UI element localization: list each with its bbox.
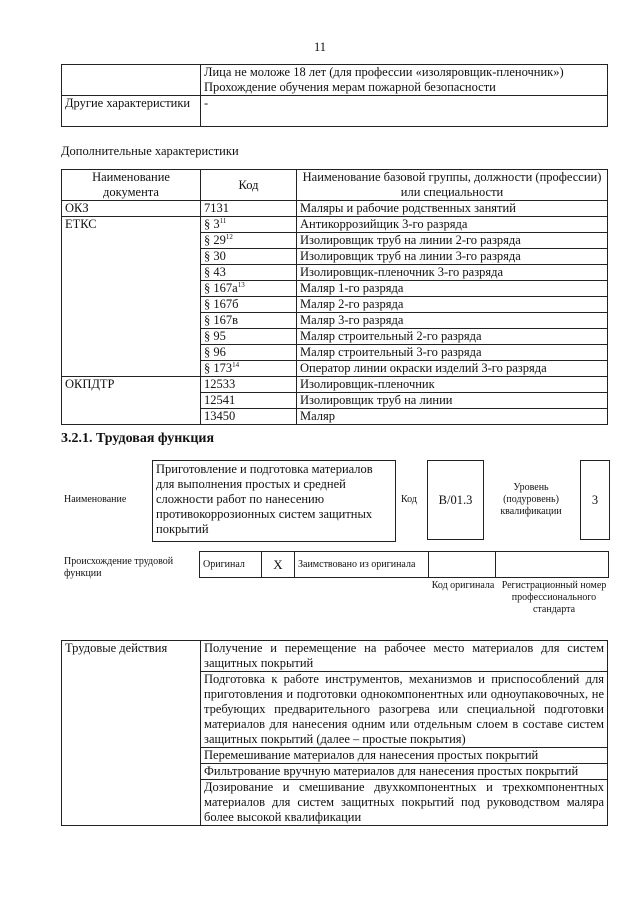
labor-action-row: [62, 641, 608, 672]
registration-number-cell: [496, 552, 609, 578]
code-text: § 173: [204, 361, 233, 375]
code-cell: [201, 281, 297, 297]
original-mark: X: [262, 552, 295, 578]
profession-name-cell: Оператор линии окраски изделий 3-го разряда: [297, 361, 608, 377]
profession-name-cell: Маляр строительный 3-го разряда: [297, 345, 608, 361]
other-characteristics-label: Другие характеристики: [62, 96, 201, 127]
footnote-ref: 11: [219, 217, 227, 225]
code-text: § 30: [204, 249, 226, 263]
original-code-cell: [429, 552, 496, 578]
code-text: 12541: [204, 393, 236, 407]
borrowed-label: Заимствовано из оригинала: [295, 552, 429, 578]
code-text: § 29: [204, 233, 226, 247]
header-code: Код: [201, 170, 297, 201]
requirements-values: [201, 65, 608, 96]
code-text: § 96: [204, 345, 226, 359]
code-value: B/01.3: [427, 460, 484, 540]
code-text: 13450: [204, 409, 236, 423]
code-cell: [201, 201, 297, 217]
code-cell: [201, 217, 297, 233]
characteristic-row: [62, 377, 608, 393]
code-cell: [201, 329, 297, 345]
code-cell: [201, 265, 297, 281]
additional-characteristics-table: [61, 169, 608, 425]
original-code-caption: Код оригинала: [431, 580, 495, 591]
labor-action-item: Дозирование и смешивание двухкомпонентных и трехкомпонентных материалов для систем защитных покрытий под руководством маляра более высокой квалификации: [201, 780, 608, 826]
code-cell: [201, 345, 297, 361]
level-value: 3: [580, 460, 610, 540]
document-cell: ОКПДТР: [62, 377, 201, 425]
origin-table: [199, 551, 609, 578]
profession-name-cell: Маляр строительный 2-го разряда: [297, 329, 608, 345]
profession-name-cell: Изолировщик-пленочник: [297, 377, 608, 393]
document-cell: ЕТКС: [62, 217, 201, 377]
additional-characteristics-title: Дополнительные характеристики: [61, 144, 239, 158]
document-cell: ОКЗ: [62, 201, 201, 217]
header-name: Наименование базовой группы, должности (профессии) или специальности: [297, 170, 608, 201]
footnote-ref: 14: [232, 361, 240, 369]
code-cell: [201, 313, 297, 329]
labor-actions-label: Трудовые действия: [62, 641, 201, 826]
original-label: Оригинал: [200, 552, 262, 578]
code-cell: [201, 297, 297, 313]
function-name-label: Наименование: [64, 494, 127, 505]
code-cell: [201, 233, 297, 249]
code-text: 7131: [204, 201, 229, 215]
origin-label: Происхождение трудовой функции: [64, 556, 174, 579]
section-title: 3.2.1. Трудовая функция: [61, 431, 215, 446]
labor-action-item: Получение и перемещение на рабочее место материалов для систем защитных покрытий: [201, 641, 608, 672]
code-text: § 3: [204, 217, 220, 231]
code-cell: [201, 249, 297, 265]
footnote-ref: 12: [225, 233, 233, 241]
characteristic-row: [62, 217, 608, 233]
code-text: 12533: [204, 377, 236, 391]
profession-name-cell: Маляр 2-го разряда: [297, 297, 608, 313]
profession-name-cell: Изолировщик-пленочник 3-го разряда: [297, 265, 608, 281]
code-cell: [201, 409, 297, 425]
labor-actions-table: [61, 640, 608, 826]
characteristic-row: [62, 201, 608, 217]
age-requirement: Лица не моложе 18 лет (для профессии «изоляровщик-пленочник»): [204, 65, 564, 79]
labor-action-item: Перемешивание материалов для нанесения простых покрытий: [201, 748, 608, 764]
function-name-value: Приготовление и подготовка материалов для выполнения простых и средней сложности работ по нанесению противокоррозионных систем защитных покрытий: [152, 460, 396, 542]
fire-safety-requirement: Прохождение обучения мерам пожарной безопасности: [204, 80, 496, 94]
profession-name-cell: Изолировщик труб на линии 2-го разряда: [297, 233, 608, 249]
code-cell: [201, 361, 297, 377]
code-cell: [201, 377, 297, 393]
profession-name-cell: Изолировщик труб на линии 3-го разряда: [297, 249, 608, 265]
code-text: § 95: [204, 329, 226, 343]
labor-action-item: Подготовка к работе инструментов, механизмов и приспособлений для приготовления и подготовки однокомпонентных или одноупаковочных, не требующих предварительного разогрева или специальной подготовки материалов для нанесения одним или отдельным слоем в составе систем защитных покрытий (далее – простые покрытия): [201, 672, 608, 748]
profession-name-cell: Антикоррозийщик 3-го разряда: [297, 217, 608, 233]
profession-name-cell: Маляр 1-го разряда: [297, 281, 608, 297]
code-cell: [201, 393, 297, 409]
profession-name-cell: Маляр: [297, 409, 608, 425]
code-text: § 167б: [204, 297, 239, 311]
profession-name-cell: Изолировщик труб на линии: [297, 393, 608, 409]
page-number: 11: [313, 40, 327, 54]
profession-name-cell: Маляры и рабочие родственных занятий: [297, 201, 608, 217]
requirements-table: [61, 64, 608, 127]
footnote-ref: 13: [237, 281, 245, 289]
requirements-label-empty: [62, 65, 201, 96]
header-document: Наименование документа: [62, 170, 201, 201]
code-label: Код: [401, 494, 417, 505]
code-text: § 167а: [204, 281, 238, 295]
registration-number-caption: Регистрационный номер профессионального стандарта: [501, 580, 607, 615]
labor-action-item: Фильтрование вручную материалов для нанесения простых покрытий: [201, 764, 608, 780]
other-characteristics-value: -: [201, 96, 608, 127]
code-text: § 43: [204, 265, 226, 279]
level-label: Уровень (подуровень) квалификации: [500, 482, 562, 517]
profession-name-cell: Маляр 3-го разряда: [297, 313, 608, 329]
code-text: § 167в: [204, 313, 239, 327]
